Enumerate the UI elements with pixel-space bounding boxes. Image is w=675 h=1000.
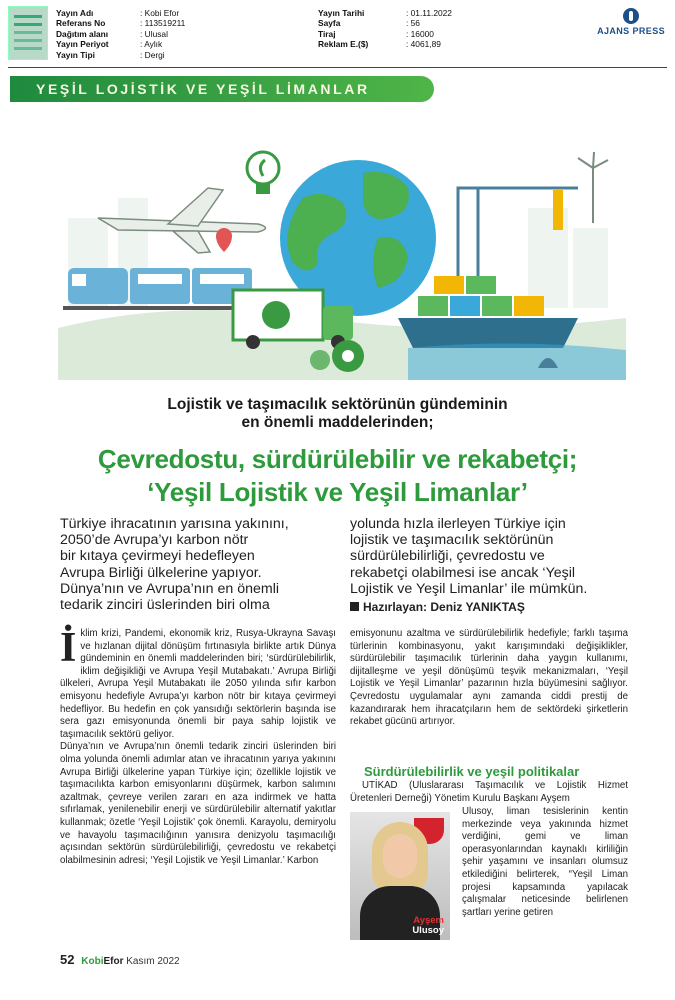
kicker: Lojistik ve taşımacılık sektörünün gündeminin en önemli maddelerinden;	[167, 396, 508, 431]
page-number: 52	[60, 952, 75, 967]
body-paragraph: klim krizi, Pandemi, ekonomik kriz, Rusya-Ukrayna Savaşı ve hızlanan dijital dönüşüm fırtınasıyla birlikte artık Dünya gündeminin en önemli maddelerinden biri; ‘sürdürülebilirlik, iklim değişikliği ve Avrupa Yeşil Mutabakatı.’ Avrupa Birliği ülkeleri, Avrupa Yeşil Mutabakatı ile 2050 yılında sıfır karbon emisyonu hedefiyle Avrupa’yı karbon nötr bir kıtaya çevirmeyi hedefliyor. Bu hedefin en çok yansıdığı sektörlerin başında ise sera gazı emisyonunda önemli bir paya sahip lojistik ve taşımacılık sektörü geliyor.	[60, 628, 336, 740]
headline: Çevredostu, sürdürülebilir ve rekabetçi; ‘Yeşil Lojistik ve Yeşil Limanlar’	[97, 444, 578, 507]
drop-cap: İ	[60, 625, 77, 671]
clipping-thumbnail	[8, 6, 48, 60]
section-banner-text: YEŞİL LOJİSTİK VE YEŞİL LİMANLAR	[36, 81, 370, 97]
photo-caption: Ayşem Ulusoy	[412, 915, 444, 936]
portrait-photo	[350, 812, 450, 940]
header-divider	[8, 67, 667, 68]
body-paragraph: Ulusoy, liman tesislerinin kentin merkezinde veya yakınında hizmet verdiğini, gemi ve liman operasyonlarından kaynaklı kirliliğin şehir yaşamını ve insanları olumsuz etkilediğini belirterek, “Yeşil Liman projesi kapsamında yapılacak çalışmalar neticesinde belirlenen şartları yerine getiren	[462, 806, 628, 918]
body-column-left	[60, 625, 336, 867]
issue-date: Kasım 2022	[126, 956, 180, 967]
magazine-name: KobiEfor	[81, 956, 124, 967]
meta-right: Yayın Tarihi : 01.11.2022 Sayfa : 56 Tiraj : 16000 Reklam E.($) : 4061,89	[318, 8, 452, 50]
subheading: Sürdürülebilirlik ve yeşil politikalar	[364, 764, 580, 779]
page-footer	[60, 952, 180, 967]
byline: Hazırlayan: Deniz YANIKTAŞ	[350, 599, 630, 615]
body-paragraph: UTİKAD (Uluslararası Taşımacılık ve Lojistik Hizmet Üretenleri Derneği) Yönetim Kurulu Başkanı Ayşem	[350, 780, 628, 804]
section-banner	[10, 76, 434, 102]
body-paragraph: Dünya’nın ve Avrupa’nın önemli tedarik zinciri üslerinden biri olma yolunda önemli adımlar atan ve ihracatının yarıya yakınını Avrupa Birliği ülkelerine yapan Türkiye için; özellikle lojistik ve taşımacılıkta karbon emisyonlarını düşürmek, karbon salımını azaltmak, çevreye verilen zararı en aza indirmek ve hatta sıfırlamak, yenilenebilir enerji ve sürdürülebilir alternatif yakıtlar kullanmak; özetle ‘Yeşil Lojistik’ çok önemli. Karayolu, demiryolu ve havayolu taşımacılığının yanısıra denizyolu taşımacılığı açısından sektörün sürdürülebilirliği, çevredostu ve rekabetçi olabilmesinin adresi; ‘Yeşil Lojistik ve Yeşil Limanlar.’ Karbon	[60, 741, 336, 866]
body-column-right	[350, 628, 628, 729]
green-logistics-illustration	[58, 128, 626, 380]
ajans-press-icon	[623, 8, 639, 24]
lead-right: yolunda hızla ilerleyen Türkiye için lojistik ve taşımacılık sektörünün sürdürülebilirliği, çevredostu ve rekabetçi olabilmesi ise ancak ‘Yeşil Lojistik ve Yeşil Limanlar’ ile mümkün. Hazırlayan: Deniz YANIKTAŞ	[350, 516, 630, 615]
meta-left: Yayın Adı : Kobi Efor Referans No : 113519211 Dağıtım alanı : Ulusal Yayın Periyot : Aylık Yayın Tipi : Dergi	[56, 8, 186, 60]
press-header	[0, 0, 675, 70]
body-paragraph: emisyonunu azaltma ve sürdürülebilirlik hedefiyle; farklı taşıma türlerinin kombinasyonu, yakıt karışımındaki değişiklikler, sürdürülebilir taşımacılık türlerinin daha yaygın kullanımı, dijitalleşme ve yeşil dönüşümü teşvik mekanizmaları, ‘Yeşil Lojistik ve Yeşil Limanlar’ pazarının hızla büyümesini sağlıyor. Çevredostu uygulamalar aynı zamanda ciddi prestij de kazandırarak hem ihracatçıların hem de sektördeki şirketlerin rekabet gücünü artırıyor.	[350, 628, 628, 728]
lead-left: Türkiye ihracatının yarısına yakınını, 2050’de Avrupa’yı karbon nötr bir kıtaya çevirmeyi hedefleyen Avrupa Birliği ülkelerine yapıyor. Dünya’nın ve Avrupa’nın en önemli tedarik zinciri üslerinden biri olma	[60, 516, 289, 614]
ajans-press-logo: AJANS PRESS	[597, 8, 665, 36]
square-bullet-icon	[350, 602, 359, 611]
